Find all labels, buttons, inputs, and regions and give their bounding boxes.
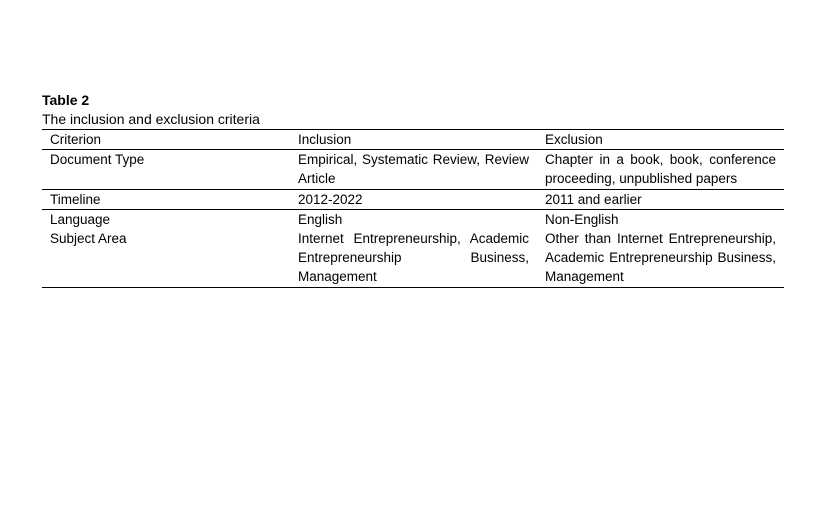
exclusion-cell: Non-English xyxy=(545,211,619,227)
exclusion-cell: Other than Internet Entrepreneurship, Academic Entrepreneurship Business, Management xyxy=(537,229,784,287)
table-row xyxy=(42,150,784,189)
exclusion-cell: 2011 and earlier xyxy=(537,189,784,209)
inclusion-cell: Internet Entrepreneurship, Academic Entrepreneurship Business, Management xyxy=(290,229,537,287)
table-row xyxy=(42,189,784,209)
inclusion-cell: 2012-2022 xyxy=(290,189,537,209)
inclusion-cell: Empirical, Systematic Review, Review Article xyxy=(290,150,537,189)
document-page xyxy=(42,91,784,288)
table-number: Table 2 xyxy=(42,92,90,108)
column-header-inclusion: Inclusion xyxy=(290,130,537,150)
criterion-cell: Language xyxy=(50,211,111,227)
column-header-exclusion: Exclusion xyxy=(537,130,784,150)
criterion-cell: Document Type xyxy=(42,150,290,189)
inclusion-cell: English xyxy=(298,211,343,227)
table-row xyxy=(42,229,784,287)
column-header-criterion: Criterion xyxy=(42,130,290,150)
exclusion-cell: Chapter in a book, book, conference proceeding, unpublished papers xyxy=(537,150,784,189)
table-row xyxy=(42,209,784,229)
criterion-cell: Subject Area xyxy=(42,229,290,287)
table-header-row xyxy=(42,130,784,150)
table-caption: The inclusion and exclusion criteria xyxy=(42,111,260,127)
criterion-cell: Timeline xyxy=(42,189,290,209)
criteria-table xyxy=(42,129,784,288)
